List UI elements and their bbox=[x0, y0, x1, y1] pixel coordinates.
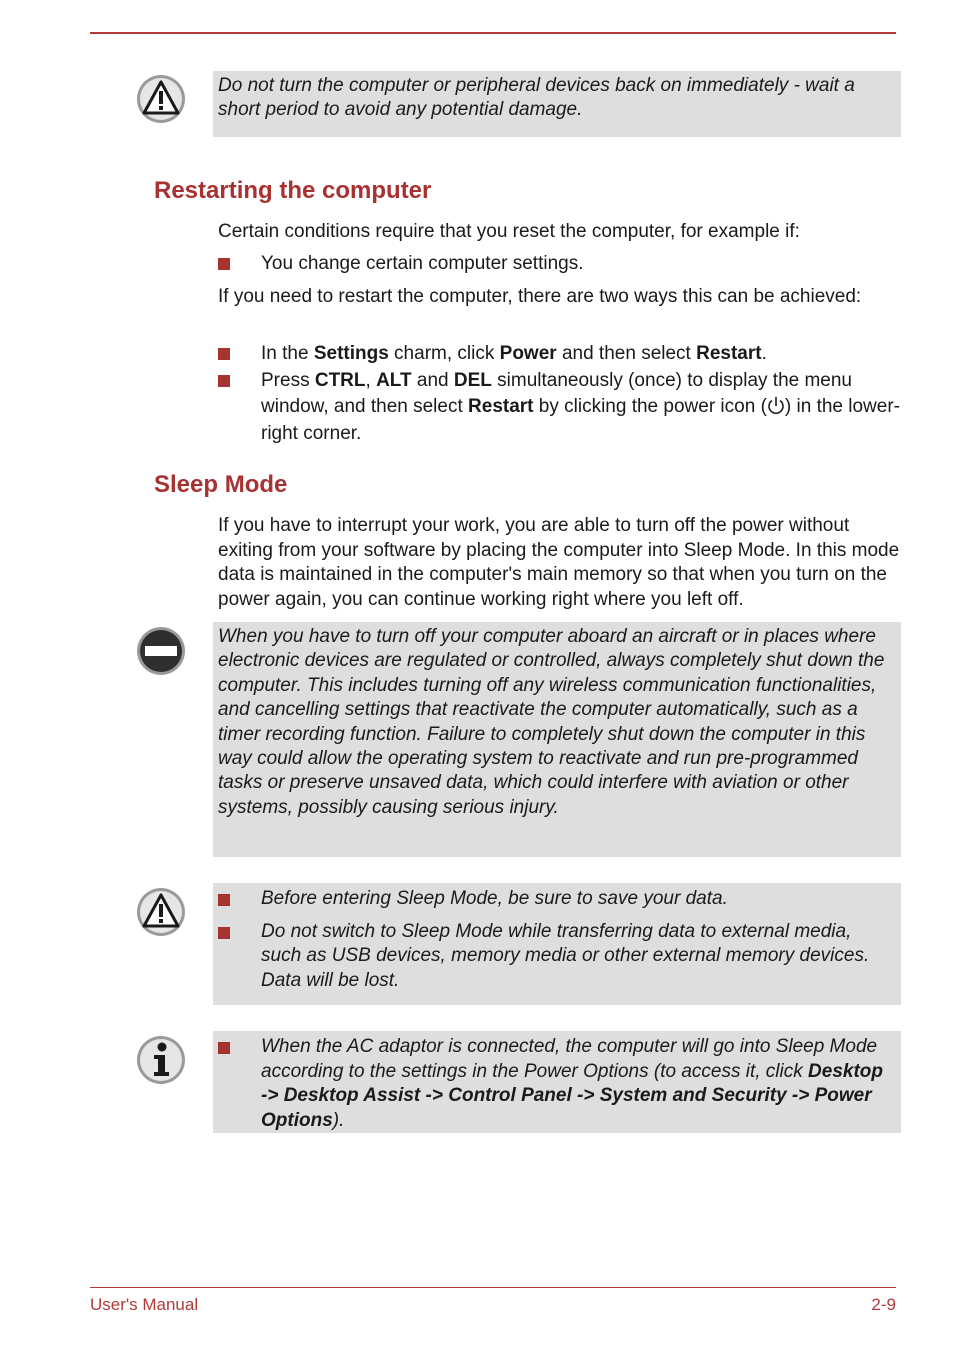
power-icon bbox=[767, 396, 785, 416]
list-item: Before entering Sleep Mode, be sure to save your data. bbox=[218, 887, 894, 912]
list-item: You change certain computer settings. bbox=[218, 251, 902, 278]
list-item: When the AC adaptor is connected, the computer will go into Sleep Mode according to the settings in the Power Options (to access it, click Desktop -> Desktop Assist -> Control Panel -> System and Security -> Power Options). bbox=[218, 1035, 894, 1133]
list-item: Press CTRL, ALT and DEL simultaneously (once) to display the menu window, and then select Restart by clicking the power icon ( ) in the lower-right corner. bbox=[218, 368, 902, 448]
warning-box bbox=[213, 71, 901, 137]
prohibited-box bbox=[213, 622, 901, 857]
bullet-square-icon bbox=[218, 375, 230, 387]
prohibited-text: When you have to turn off your computer aboard an aircraft or in places where electronic devices are regulated or controlled, always completely shut down the computer. This includes turning off any wireless communication functionalities, and cancelling settings that reactivate the computer automatically, such as a timer recording function. Failure to completely shut down the computer in this way could allow the operating system to reactivate and run pre-programmed tasks or preserve unsaved data, which could interfere with aviation or other systems, possibly causing serious injury. bbox=[218, 626, 885, 818]
restart-conditions-list bbox=[218, 251, 902, 278]
caution-list bbox=[218, 887, 894, 993]
sleep-intro: If you have to interrupt your work, you are able to turn off the power without exiting from your software by placing the computer into Sleep Mode. In this mode data is maintained in the computer's main memory so that when you turn on the power again, you can continue working right where you left off. bbox=[218, 515, 900, 610]
section-title-restarting: Restarting the computer bbox=[154, 177, 432, 204]
page-number: 2-9 bbox=[871, 1295, 896, 1314]
bullet-square-icon bbox=[218, 348, 230, 360]
list-item: In the Settings charm, click Power and then select Restart. bbox=[218, 341, 902, 368]
prohibited-icon bbox=[136, 626, 186, 676]
bullet-square-icon bbox=[218, 894, 230, 906]
bullet-square-icon bbox=[218, 1042, 230, 1054]
list-item: Do not switch to Sleep Mode while transferring data to external media, such as USB devices, memory media or other external memory devices. Data will be lost. bbox=[218, 920, 894, 994]
note-box bbox=[213, 1031, 901, 1133]
section-title-sleep-mode: Sleep Mode bbox=[154, 471, 288, 498]
bullet-square-icon bbox=[218, 927, 230, 939]
footer-rule bbox=[90, 1287, 896, 1288]
caution-box bbox=[213, 883, 901, 1005]
restart-ways-text: If you need to restart the computer, there are two ways this can be achieved: bbox=[218, 286, 862, 307]
info-icon bbox=[136, 1035, 186, 1085]
header-rule bbox=[90, 32, 896, 34]
restart-ways-list bbox=[218, 341, 902, 447]
warning-text: Do not turn the computer or peripheral devices back on immediately - wait a short period to avoid any potential damage. bbox=[218, 75, 855, 121]
note-list bbox=[218, 1035, 894, 1133]
caution-icon bbox=[136, 74, 186, 124]
caution-icon bbox=[136, 887, 186, 937]
restart-intro: Certain conditions require that you reset the computer, for example if: bbox=[218, 221, 800, 242]
footer-manual-title: User's Manual bbox=[90, 1295, 199, 1314]
bullet-square-icon bbox=[218, 258, 230, 270]
